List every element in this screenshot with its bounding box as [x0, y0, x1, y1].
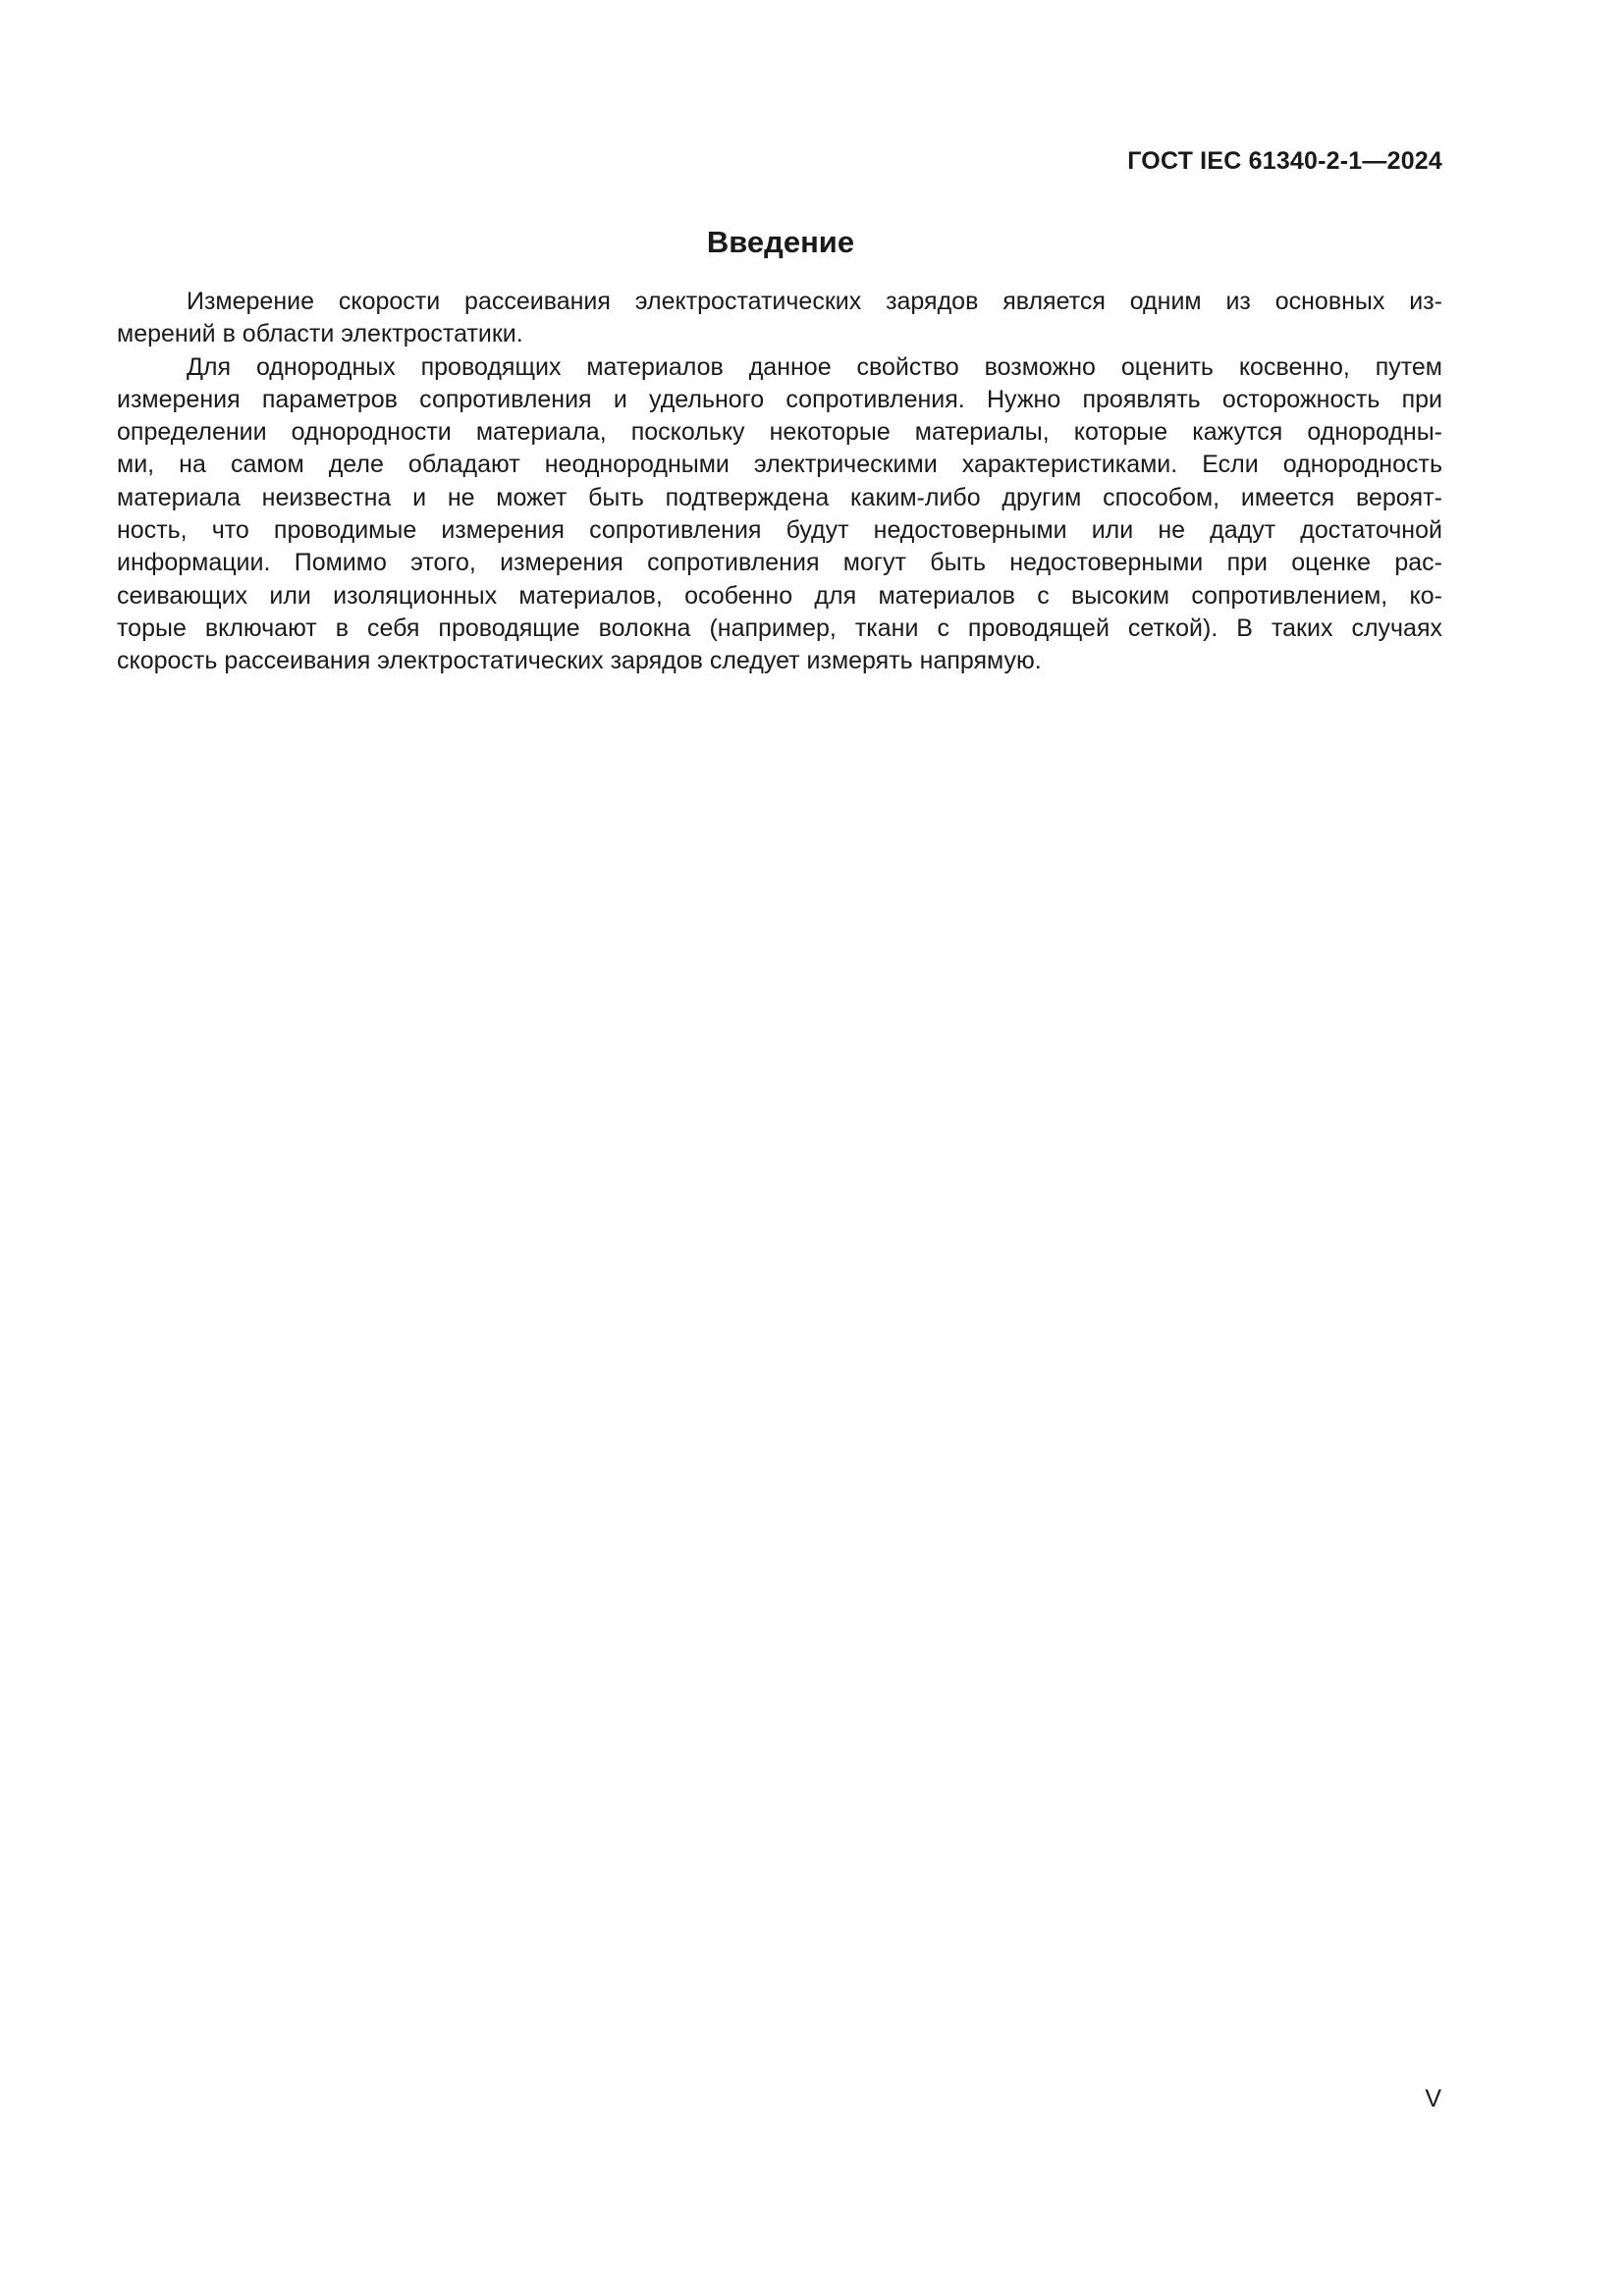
- paragraph: [117, 351, 1442, 678]
- paragraph-line: Измерение скорости рассеивания электростатических зарядов является одним из основных из-: [187, 288, 1442, 315]
- paragraph-line: сеивающих или изоляционных материалов, особенно для материалов с высоким сопротивлением, ко-: [117, 581, 1442, 610]
- body-text: [117, 286, 1442, 678]
- section-title: Введение: [706, 225, 855, 259]
- paragraph-line: измерения параметров сопротивления и удельного сопротивления. Нужно проявлять осторожность при: [117, 385, 1442, 413]
- paragraph: [117, 286, 1442, 351]
- paragraph-line: Для однородных проводящих материалов данное свойство возможно оценить косвенно, путем: [187, 352, 1442, 381]
- paragraph-line: ность, что проводимые измерения сопротивления будут недостоверными или не дадут достаточной: [117, 516, 1442, 545]
- paragraph-line: торые включают в себя проводящие волокна (например, ткани с проводящей сеткой). В таких случаях: [117, 614, 1442, 642]
- paragraph-line: материала неизвестна и не может быть подтверждена каким-либо другим способом, имеется вероят-: [117, 483, 1442, 511]
- paragraph-line: информации. Помимо этого, измерения сопротивления могут быть недостоверными при оценке рас-: [117, 549, 1442, 577]
- page-number: V: [1425, 2085, 1441, 2112]
- paragraph-line: определении однородности материала, поскольку некоторые материалы, которые кажутся однородны-: [117, 418, 1442, 447]
- paragraph-line: мерений в области электростатики.: [117, 320, 523, 348]
- standard-code-header: ГОСТ IEC 61340-2-1—2024: [1127, 147, 1442, 175]
- paragraph-line: скорость рассеивания электростатических зарядов следует измерять напрямую.: [117, 647, 1042, 675]
- paragraph-line: ми, на самом деле обладают неоднородными электрическими характеристиками. Если однородность: [117, 451, 1442, 479]
